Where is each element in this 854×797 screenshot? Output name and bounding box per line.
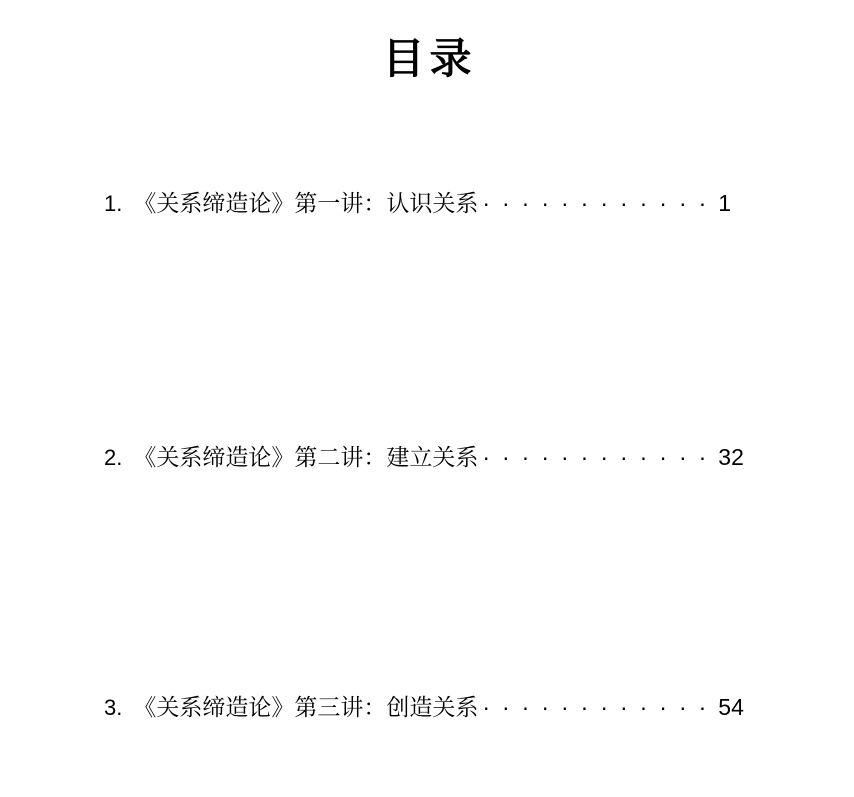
toc-title: 目录: [382, 35, 477, 82]
toc-entry: [104, 190, 731, 218]
entry-number: 1.: [104, 191, 123, 216]
toc-entry: [104, 694, 744, 722]
entry-label: 《关系缔造论》第一讲：认识关系: [133, 190, 479, 216]
entry-leader-dots: ············: [482, 190, 719, 216]
entry-number: 2.: [104, 445, 123, 470]
entry-leader-dots: ············: [482, 694, 719, 720]
toc-entry: [104, 444, 744, 472]
entry-page-number: 54: [718, 694, 744, 720]
entry-page-number: 1: [718, 190, 732, 216]
entry-number: 3.: [104, 695, 123, 720]
entry-label: 《关系缔造论》第二讲：建立关系: [133, 444, 479, 470]
entry-page-number: 32: [718, 444, 744, 470]
entry-label: 《关系缔造论》第三讲：创造关系: [133, 694, 479, 720]
entry-leader-dots: ············: [482, 444, 719, 470]
